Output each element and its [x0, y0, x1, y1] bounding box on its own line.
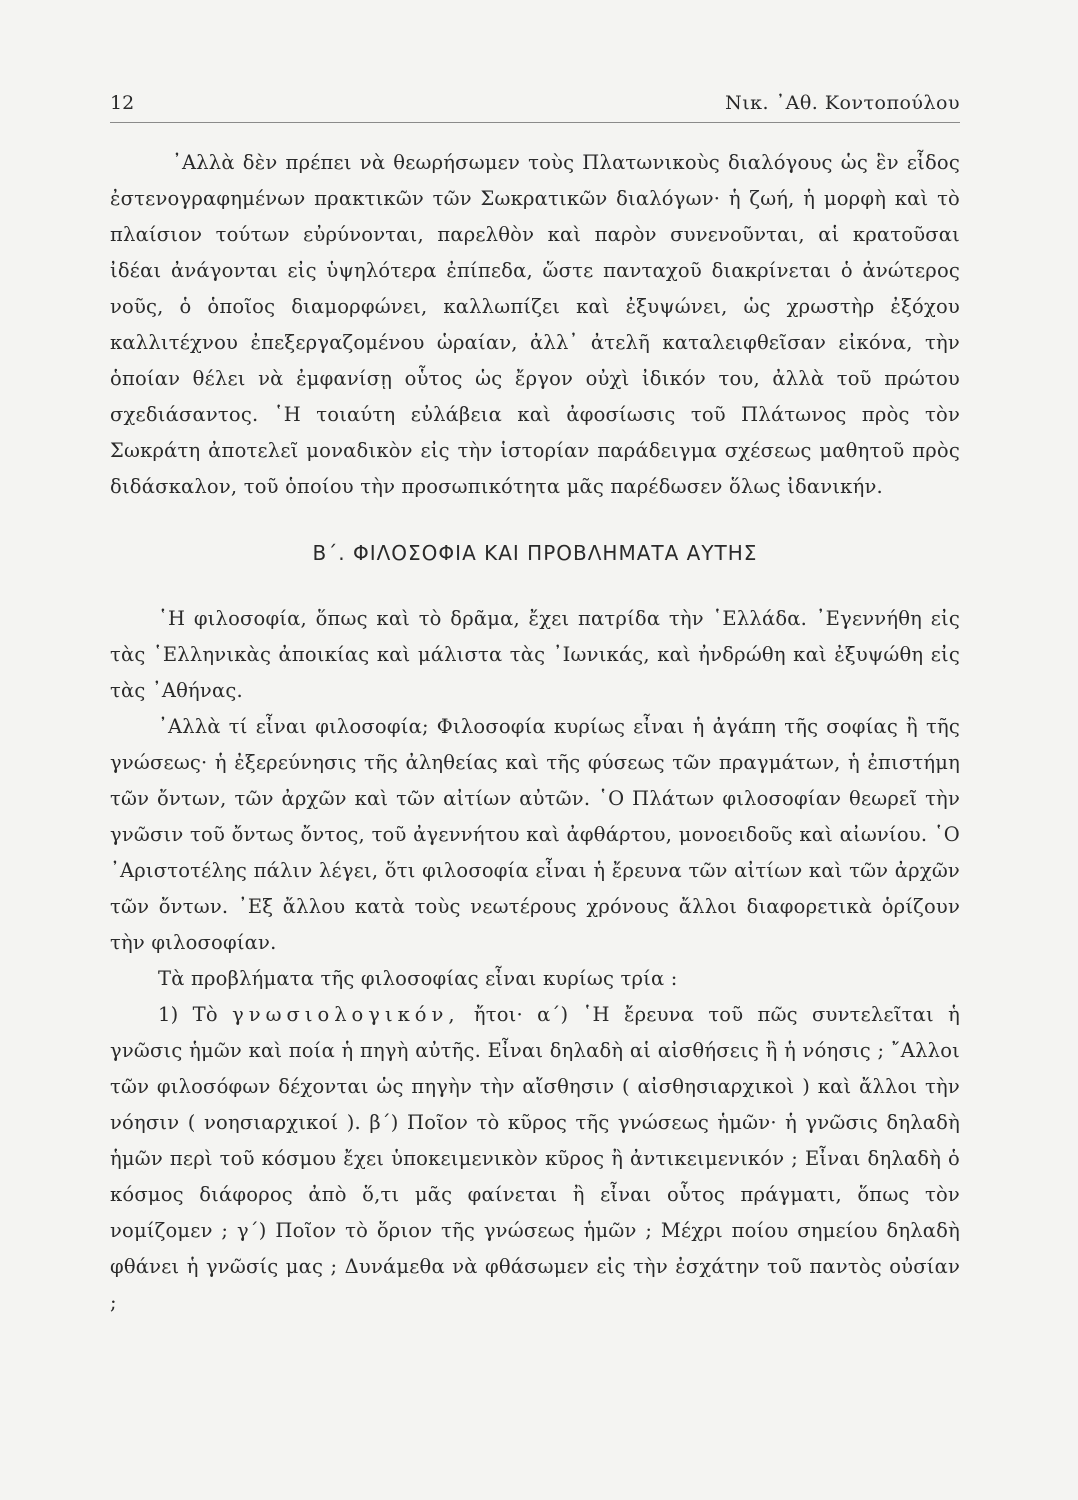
- list-lead: 1) Τὸ: [158, 1003, 218, 1026]
- page-body: [110, 145, 960, 1321]
- page-number: 12: [110, 92, 135, 114]
- epistemology-text: ἤτοι· α΄) ῾Η ἔρευνα τοῦ πῶς συντελεῖται ἡ γνῶσις ἡμῶν καὶ ποία ἡ πηγὴ αὐτῆς. Εἶναι δηλαδὴ αἱ αἰσθήσεις ἢ ἡ νόησις ; ῎Αλλοι τῶν φιλοσόφων δέχονται ὡς πηγὴν τὴν αἴσθησιν ( αἰσθησιαρχικοὶ ) καὶ ἄλλοι τὴν νόησιν ( νοησιαρχικοί ). β΄) Ποῖον τὸ κῦρος τῆς γνώσεως ἡμῶν· ἡ γνῶσις δηλαδὴ ἡμῶν περὶ τοῦ κόσμου ἔχει ὑποκειμενικὸν κῦρος ἢ ἀντικειμενικόν ; Εἶναι δηλαδὴ ὁ κόσμος διάφορος ἀπὸ ὅ,τι μᾶς φαίνεται ἢ εἶναι οὗτος πράγματι, ὅπως τὸν νομίζομεν ; γ΄) Ποῖον τὸ ὅριον τῆς γνώσεως ἡμῶν ; Μέχρι ποίου σημείου δηλαδὴ φθάνει ἡ γνῶσίς μας ; Δυνάμεθα νὰ φθάσωμεν εἰς τὴν ἐσχάτην τοῦ παντὸς οὐσίαν ;: [110, 1003, 961, 1314]
- paragraph-epistemology: [110, 997, 960, 1321]
- section-heading: Β΄. ΦΙΛΟΣΟΦΙΑ ΚΑΙ ΠΡΟΒΛΗΜΑΤΑ ΑΥΤΗΣ: [312, 541, 758, 565]
- term-epistemological: γνωσιολογικόν,: [232, 1003, 460, 1026]
- running-header: [110, 92, 960, 123]
- paragraph-philosophy-definition: ᾿Αλλὰ τί εἶναι φιλοσοφία; Φιλοσοφία κυρίως εἶναι ἡ ἀγάπη τῆς σοφίας ἢ τῆς γνώσεως· ἡ ἐξερεύνησις τῆς ἀληθείας καὶ τῆς φύσεως τῶν πραγμάτων, ἡ ἐπιστήμη τῶν ὄντων, τῶν ἀρχῶν καὶ τῶν αἰτίων αὐτῶν. ῾Ο Πλάτων φιλοσοφίαν θεωρεῖ τὴν γνῶσιν τοῦ ὄντως ὄντος, τοῦ ἀγεννήτου καὶ ἀφθάρτου, μονοειδοῦς καὶ αἰωνίου. ῾Ο ᾿Αριστοτέλης πάλιν λέγει, ὅτι φιλοσοφία εἶναι ἡ ἔρευνα τῶν αἰτίων καὶ τῶν ἀρχῶν τῶν ὄντων. ᾿Εξ ἄλλου κατὰ τοὺς νεωτέρους χρόνους ἄλλοι διαφορετικὰ ὁρίζουν τὴν φιλοσοφίαν.: [110, 715, 960, 954]
- paragraph-platonic-dialogues: ᾿Αλλὰ δὲν πρέπει νὰ θεωρήσωμεν τοὺς Πλατωνικοὺς διαλόγους ὡς ἓν εἶδος ἐστενογραφημένων πρακτικῶν τῶν Σωκρατικῶν διαλόγων· ἡ ζωή, ἡ μορφὴ καὶ τὸ πλαίσιον τούτων εὐρύνονται, παρελθὸν καὶ παρὸν συνενοῦνται, αἱ κρατοῦσαι ἰδέαι ἀνάγονται εἰς ὑψηλότερα ἐπίπεδα, ὥστε πανταχοῦ διακρίνεται ὁ ἀνώτερος νοῦς, ὁ ὁποῖος διαμορφώνει, καλλωπίζει καὶ ἐξυψώνει, ὡς χρωστὴρ ἐξόχου καλλιτέχνου ἐπεξεργαζομένου ὡραίαν, ἀλλ᾿ ἀτελῆ καταλειφθεῖσαν εἰκόνα, τὴν ὁποίαν θέλει νὰ ἐμφανίσῃ οὗτος ὡς ἔργον οὐχὶ ἰδικόν του, ἀλλὰ τοῦ πρώτου σχεδιάσαντος. ῾Η τοιαύτη εὐλάβεια καὶ ἀφοσίωσις τοῦ Πλάτωνος πρὸς τὸν Σωκράτη ἀποτελεῖ μοναδικὸν εἰς τὴν ἱστορίαν παράδειγμα σχέσεως μαθητοῦ πρὸς διδάσκαλον, τοῦ ὁποίου τὴν προσωπικότητα μᾶς παρέδωσεν ὅλως ἰδανικήν.: [110, 151, 960, 498]
- running-head-author: Νικ. ᾿Αθ. Κοντοπούλου: [725, 92, 960, 114]
- paragraph-philosophy-origin: ῾Η φιλοσοφία, ὅπως καὶ τὸ δρᾶμα, ἔχει πατρίδα τὴν ῾Ελλάδα. ᾿Εγεννήθη εἰς τὰς ῾Ελληνικὰς ἀποικίας καὶ μάλιστα τὰς ᾿Ιωνικάς, καὶ ἠνδρώθη καὶ ἐξυψώθη εἰς τὰς ᾿Αθήνας.: [110, 607, 960, 702]
- paragraph-problems-intro: Τὰ προβλήματα τῆς φιλοσοφίας εἶναι κυρίως τρία :: [158, 967, 678, 990]
